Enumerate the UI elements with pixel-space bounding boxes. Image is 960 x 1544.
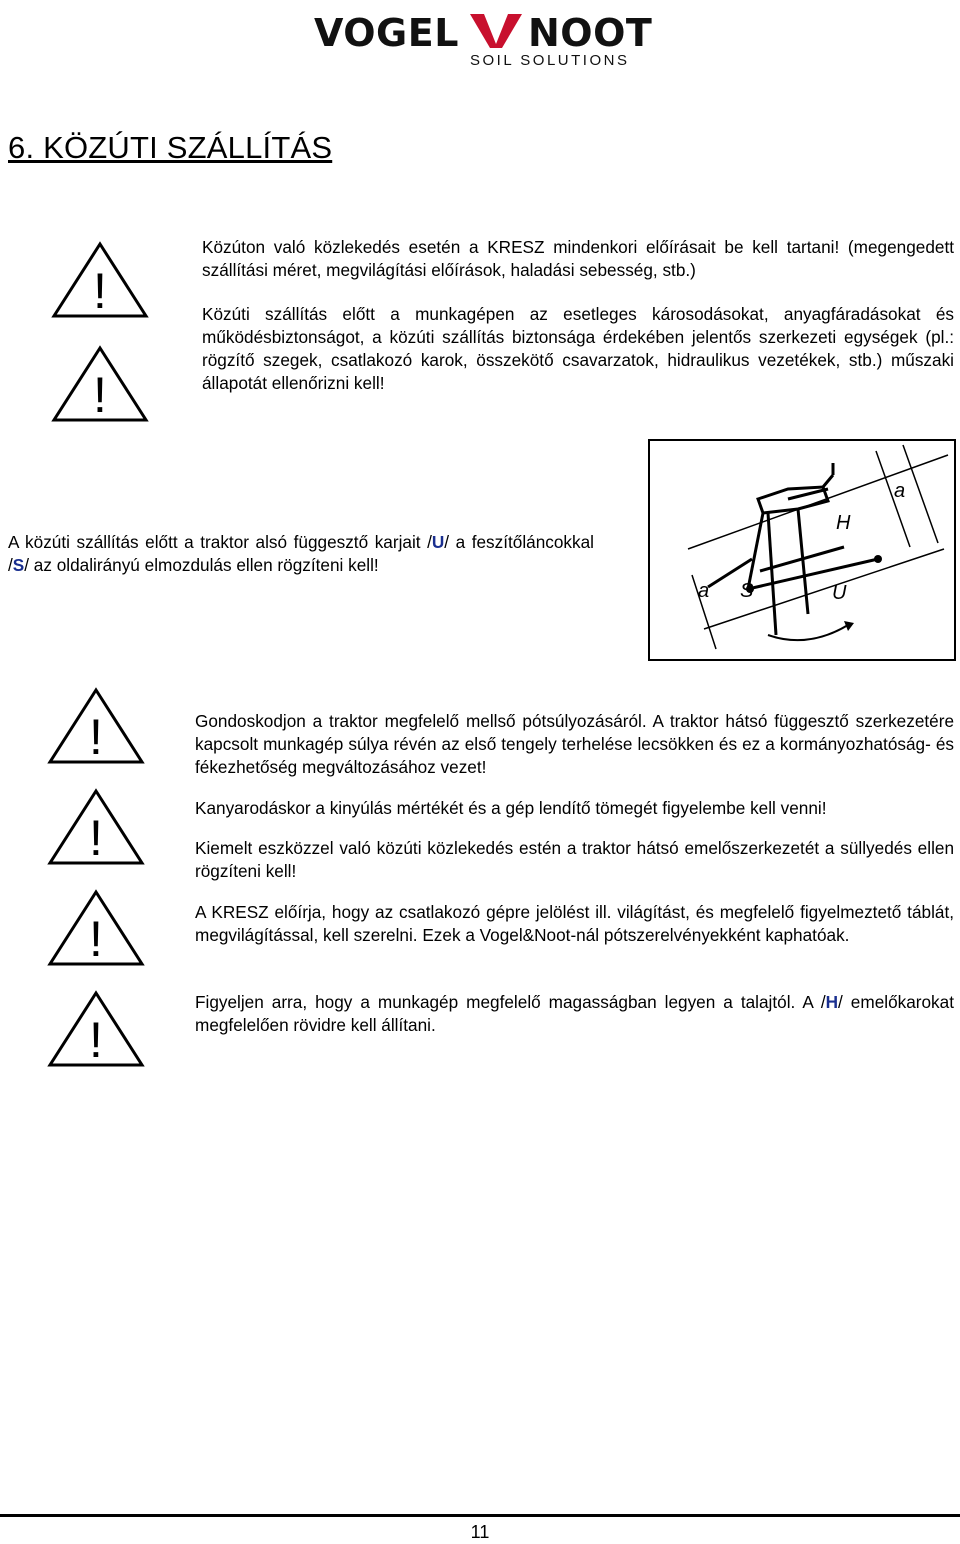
logo-tagline: SOIL SOLUTIONS — [470, 52, 630, 68]
footer-divider — [0, 1514, 960, 1517]
height-paragraph: Figyeljen arra, hogy a munkagép megfelelő magasságban legyen a talajtól. A /H/ emelőkarokat megfelelően rövidre kell állítani. — [195, 992, 954, 1035]
diagram-label-a-top: a — [894, 480, 906, 502]
svg-text:!: ! — [93, 263, 107, 319]
section-title: 6. KÖZÚTI SZÁLLÍTÁS — [8, 130, 333, 165]
diagram-label-u: U — [832, 582, 847, 604]
inspection-paragraph: Közúti szállítás előtt a munkagépen az esetleges károsodásokat, anyagfáradásokat és működésbiztonságot, a közúti szállítás biztonsága érdekében jelentős szerkezeti egységek (pl.: rögzítő szegek, csatlakozó karok, összekötő csavarzatok, hidraulikus vezetékek, stb.) műszaki állapotát ellenőrizni kell! — [202, 304, 954, 393]
svg-text:!: ! — [93, 367, 107, 423]
cornering-paragraph: Kanyarodáskor a kinyúlás mértékét és a gép lendítő tömegét figyelembe kell venni! — [195, 798, 827, 818]
logo-brand-right: NOOT — [528, 11, 653, 55]
diagram-label-s: S — [740, 580, 754, 602]
diagram-label-a-left: a — [698, 580, 710, 602]
warning-triangle-icon — [50, 344, 150, 424]
lower-link-paragraph: A közúti szállítás előtt a traktor alsó függesztő karjait /U/ a feszítőláncokkal /S/ az oldalirányú elmozdulás ellen rögzíteni kell! — [8, 532, 594, 575]
svg-text:!: ! — [89, 911, 103, 967]
page-number: 11 — [470, 1522, 490, 1542]
lift-lock-paragraph: Kiemelt eszközzel való közúti közlekedés estén a traktor hátsó emelőszerkezetét a süllyedés ellen rögzíteni kell! — [195, 838, 954, 881]
logo-brand-left: VOGEL — [314, 11, 459, 55]
svg-text:!: ! — [89, 1012, 103, 1068]
warning-triangle-icon — [46, 787, 146, 867]
warning-triangle-icon — [46, 888, 146, 968]
h-label: H — [825, 992, 839, 1012]
warning-triangle-icon — [50, 240, 150, 320]
warning-triangle-icon — [46, 989, 146, 1069]
ballast-paragraph: Gondoskodjon a traktor megfelelő mellső pótsúlyozásáról. A traktor hátsó függesztő szerkezetére kapcsolt munkagép súlya révén az első tengely terhelése lecsökken és ez a kormányozhatóság- és fékezhetőség megváltozásához vezet! — [195, 711, 954, 777]
svg-text:!: ! — [89, 709, 103, 765]
three-point-hitch-diagram — [648, 439, 956, 661]
warning-triangle-icon — [46, 686, 146, 766]
u-label: U — [431, 532, 445, 552]
transport-rules-paragraph: Közúton való közlekedés esetén a KRESZ mindenkori előírásait be kell tartani! (megengedett szállítási méret, megvilágítási előírások, haladási sebesség, stb.) — [202, 237, 954, 280]
diagram-label-h: H — [836, 512, 851, 534]
logo-mark — [470, 14, 522, 48]
svg-text:!: ! — [89, 810, 103, 866]
s-label: S — [12, 555, 25, 575]
vogel-noot-logo — [300, 6, 660, 68]
marking-paragraph: A KRESZ előírja, hogy az csatlakozó gépre jelölést ill. világítást, és megfelelő figyelmeztető táblát, megvilágítással, kell szerelni. Ezek a Vogel&Noot-nál pótszerelvényekként kaphatóak. — [195, 902, 954, 945]
